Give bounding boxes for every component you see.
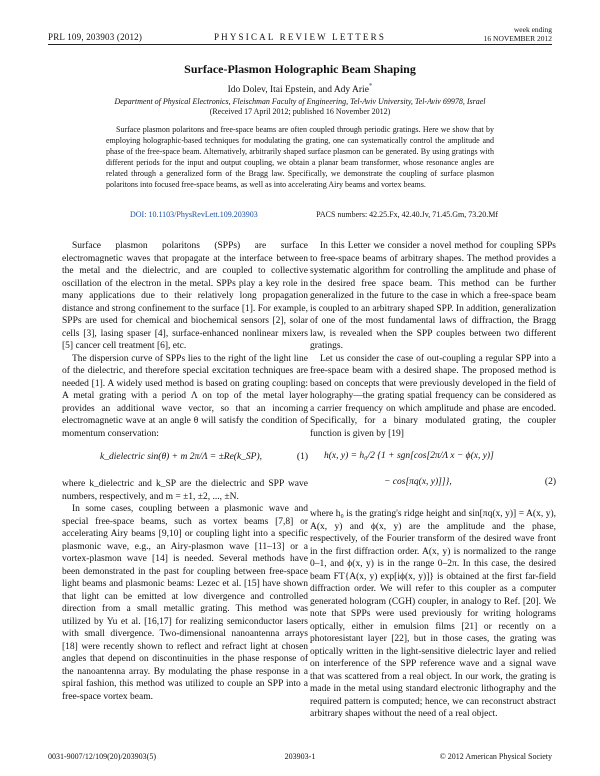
left-column xyxy=(62,240,308,703)
body-paragraph: Surface plasmon polaritons (SPPs) are surface electromagnetic waves that propagate at the interface between the metal and the dielectric, and are coupled to collective oscillation of the electron in the metal. SPPs play a key role in many applications due to their relatively long propagation distance and strong confinement to the surface [1]. For example, SPPs are used for chemical and biochemical sensors [2], solar cells [3], lasing spaser [4], surface-enhanced nonlinear mixers [5] cancer cell treatment [6], etc. xyxy=(62,241,308,351)
doi-link[interactable]: DOI: 10.1103/PhysRevLett.109.203903 xyxy=(130,210,258,219)
affiliation: Department of Physical Electronics, Fleischman Faculty of Engineering, Tel-Aviv University, Tel-Aviv 69978, Israel xyxy=(114,97,486,106)
week-ending-label: week ending xyxy=(513,25,552,34)
body-paragraph: In some cases, coupling between a plasmonic wave and special free-space beams, such as vortex beams [7,8] or accelerating Airy beams [9,10] or coupling light into a specific plasmonic wave, e.g., an Airy-plasmon wave [11–13] or a vortex-plasmon wave [14] is needed. Several methods have been demonstrated in the past for coupling between free-space light beams and plasmonic beams: Lezec et al. [15] have shown that light can be emitted at low divergence and controlled direction from a small metallic grating. This method was utilized by Yu et al. [16,17] for realizing semiconductor lasers with small divergence. Two-dimensional nanoantenna arrays [18] were recently shown to reflect and refract light at chosen angles that depend on discontinuities in the phase response of the nanoantenna array. By modulating the phase response in a spiral fashion, this method was utilized to couple an SPP into a free-space vortex beam. xyxy=(62,504,308,702)
issue-date-block xyxy=(484,26,552,43)
authors-text: Ido Dolev, Itai Epstein, and Ady Arie xyxy=(227,85,369,96)
body-paragraph: The dispersion curve of SPPs lies to the right of the light line of the dielectric, and therefore special excitation techniques are needed [1]. A widely used method is based on grating coupling: A metal grating with a period Λ on top of the metal layer provides an additional wave vector, so that an incoming electromagnetic wave at an angle θ will satisfy the condition of momentum conservation: xyxy=(62,353,308,439)
right-column xyxy=(310,240,556,721)
issn-code: 0031-9007/12/109(20)/203903(5) xyxy=(48,752,156,761)
issue-date: 16 NOVEMBER 2012 xyxy=(483,33,552,43)
body-paragraph: where k_dielectric and k_SP are the dielectric and SPP wave numbers, respectively, and m = ±1, ±2, ..., ±N. xyxy=(62,479,308,502)
equation-1-number: (1) xyxy=(296,452,308,462)
equation-2-line-2: − cos[πq(x, y)]]}, xyxy=(384,477,452,487)
copyright: © 2012 American Physical Society xyxy=(439,752,552,761)
header-divider xyxy=(48,44,552,45)
doi-pacs-row xyxy=(130,210,498,219)
pacs-numbers: PACS numbers: 42.25.Fx, 42.40.Jv, 71.45.Gm, 73.20.Mf xyxy=(316,210,498,219)
received-dates: (Received 17 April 2012; published 16 November 2012) xyxy=(209,107,391,116)
journal-name: PHYSICAL REVIEW LETTERS xyxy=(213,32,387,42)
body-paragraph: In this Letter we consider a novel method for coupling SPPs to free-space beams of arbitrary shapes. The method provides a systematic algorithm for controlling the amplitude and phase of the desired free space beam. This method can be further generalized in the future to the case in which a free-space beam is coupled to an arbitrary shaped SPP. In addition, generalization of one of the most fundamental laws of diffraction, the Bragg law, is revealed when the SPP couples between two different gratings. xyxy=(310,241,556,351)
page-number: 203903-1 xyxy=(284,752,316,761)
equation-2-number: (2) xyxy=(544,477,556,487)
equation-2-line-1: h(x, y) = h₀/2 {1 + sgn[cos[2π/Λ x − ϕ(x, y)] xyxy=(324,451,494,461)
journal-reference: PRL 109, 203903 (2012) xyxy=(48,32,143,42)
equation-1-expression: k_dielectric sin(θ) + m 2π/Λ = ±Re(k_SP), xyxy=(100,452,263,462)
body-paragraph: Let us consider the case of out-coupling a regular SPP into a free-space beam with a desired shape. The proposed method is based on concepts that were previously developed in the field of holography—the grating spatial frequency can be considered as a carrier frequency on which amplitude and phase are encoded. Specifically, for a binary modulated grating, the coupler function is given by [19] xyxy=(310,353,556,439)
equation-2 xyxy=(310,446,556,502)
article-title: Surface-Plasmon Holographic Beam Shaping xyxy=(184,62,416,76)
abstract: Surface plasmon polaritons and free-space beams are often coupled through periodic gratings. Here we show that by employing holographic-based techniques for modulating the grating, one can systematically control the amplitude and phase of the free-space beam. Alternatively, arbitrarily shaped surface plasmon can be generated. By using gratings with different periods for the input and output coupling, we obtain a planar beam transformer, whose resonance angles are related through a generalized form of the Bragg law. Specifically, we demonstrate the coupling of surface plasmon polaritons into focused free-space beams, as well as into accelerating Airy beams and vortex beams. xyxy=(106,125,494,189)
corresponding-author-link[interactable]: * xyxy=(368,82,373,90)
equation-1 xyxy=(62,446,308,472)
body-paragraph: where h₀ is the grating's ridge height and sin[πq(x, y)] = A(x, y), A(x, y) and ϕ(x, y) are the amplitude and the phase, respectively, of the Fourier transform of the desired wave front in the first diffraction order. A(x, y) is normalized to the range 0–1, and ϕ(x, y) is in the range 0–2π. In this case, the desired beam FT{A(x, y) exp[iϕ(x, y)]} is obtained at the first far-field diffraction order. We will refer to this coupler as a computer generated hologram (CGH) coupler, in analogy to Ref. [20]. We note that SPPs were used previously for writing holograms optically, either in emulsion films [21] or recently on a photoresistant layer [22], but in those cases, the grating was optically written in the light-sensitive dielectric layer and relied on interference of the SPP reference wave and a signal wave that was scattered from a real object. In our work, the grating is made in the metal using standard electronic lithography and the required pattern is computed; hence, we can reconstruct abstract arbitrary shapes without the need of a real object. xyxy=(310,509,556,719)
author-list xyxy=(0,82,600,95)
